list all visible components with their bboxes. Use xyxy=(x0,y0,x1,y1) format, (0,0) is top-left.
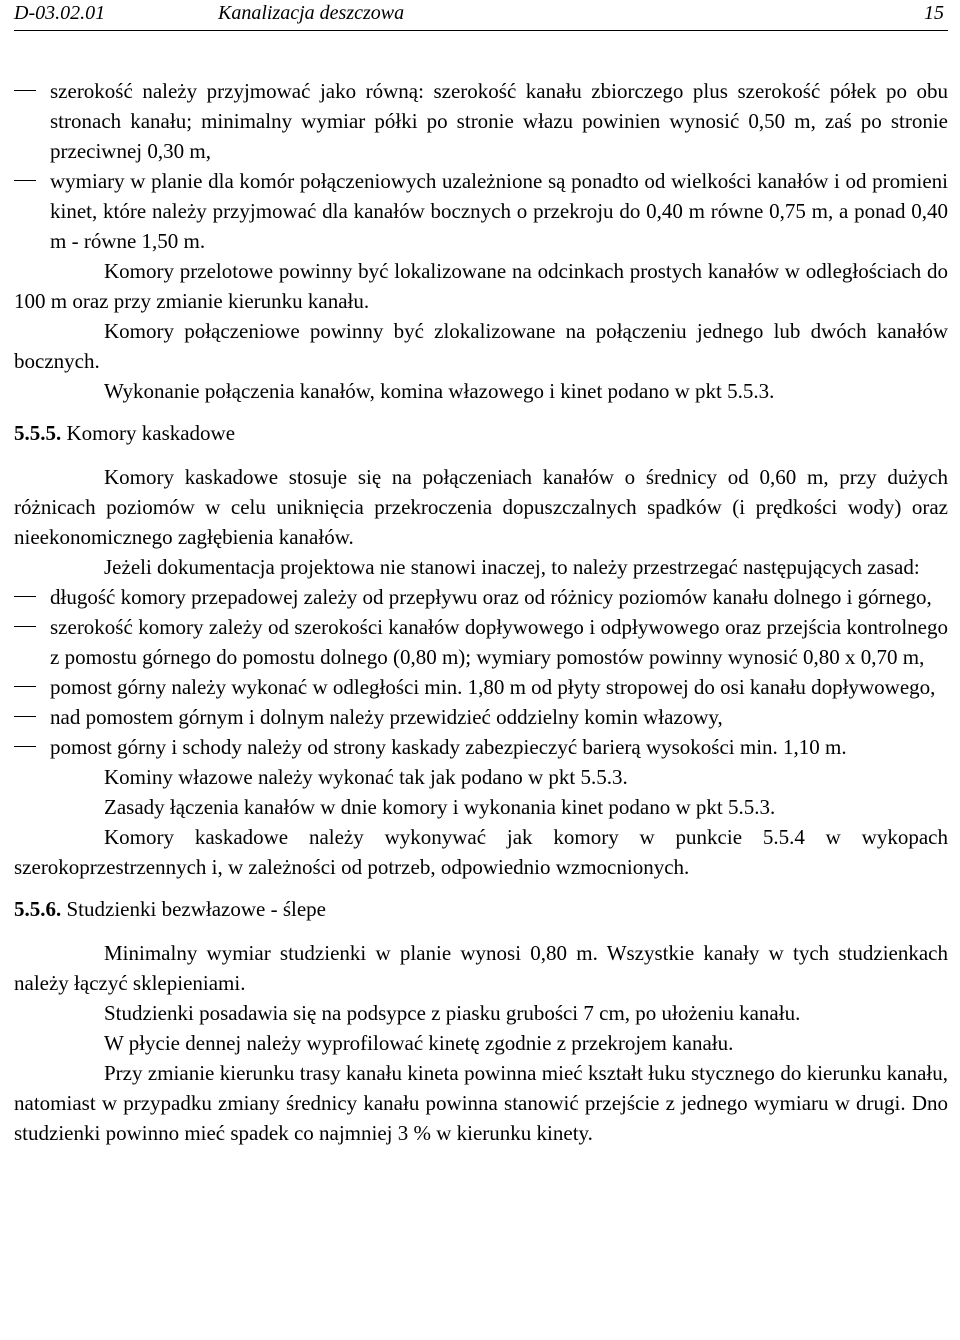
dash-bullet-icon xyxy=(14,746,36,747)
dash-bullet-icon xyxy=(14,180,36,181)
list-item-text: długość komory przepadowej zależy od przepływu oraz od różnicy poziomów kanału dolnego i górnego, xyxy=(50,585,932,609)
list-item xyxy=(14,702,948,732)
section-number: 5.5.5. xyxy=(14,421,62,445)
paragraph: Komory przelotowe powinny być lokalizowane na odcinkach prostych kanałów w odległościach do 100 m oraz przy zmianie kierunku kanału. xyxy=(14,259,948,313)
section-title: Studzienki bezwłazowe - ślepe xyxy=(66,897,326,921)
list-item-text: pomost górny należy wykonać w odległości min. 1,80 m od płyty stropowej do osi kanału dopływowego, xyxy=(50,675,936,699)
dash-bullet-icon xyxy=(14,626,36,627)
list-item-text: szerokość komory zależy od szerokości kanałów dopływowego i odpływowego oraz przejścia kontrolnego z pomostu górnego do pomostu dolnego (0,80 m); wymiary pomostów powinny wynosić 0,80 x 0,70 m, xyxy=(50,615,948,669)
list-item xyxy=(14,672,948,702)
dash-bullet-icon xyxy=(14,716,36,717)
paragraph: Zasady łączenia kanałów w dnie komory i wykonania kinet podano w pkt 5.5.3. xyxy=(104,795,776,819)
page-number: 15 xyxy=(924,2,944,24)
paragraph: Minimalny wymiar studzienki w planie wynosi 0,80 m. Wszystkie kanały w tych studzienkach należy łączyć sklepieniami. xyxy=(14,941,948,995)
list-item-text: szerokość należy przyjmować jako równą: szerokość kanału zbiorczego plus szerokość półek po obu stronach kanału; minimalny wymiar półki po stronie włazu powinien wynosić 0,50 m, zaś po stronie przeciwnej 0,30 m, xyxy=(50,79,948,163)
list-item xyxy=(14,166,948,256)
section-number: 5.5.6. xyxy=(14,897,62,921)
list-item-text: nad pomostem górnym i dolnym należy przewidzieć oddzielny komin włazowy, xyxy=(50,705,723,729)
dash-bullet-icon xyxy=(14,596,36,597)
list-item xyxy=(14,612,948,672)
page-header xyxy=(14,0,948,31)
list-item-text: wymiary w planie dla komór połączeniowych uzależnione są ponadto od wielkości kanałów i od promieni kinet, które należy przyjmować dla kanałów bocznych o przekroju do 0,40 m równe 0,75 m, a ponad 0,40 m - równe 1,50 m. xyxy=(50,169,948,253)
paragraph: Przy zmianie kierunku trasy kanału kineta powinna mieć kształt łuku stycznego do kierunku kanału, natomiast w przypadku zmiany średnicy kanału powinna stanowić przejście z jednego wymiaru w drugi. Dno studzienki powinno mieć spadek co najmniej 3 % w kierunku kinety. xyxy=(14,1061,948,1145)
paragraph: Wykonanie połączenia kanałów, komina włazowego i kinet podano w pkt 5.5.3. xyxy=(104,379,775,403)
list-item-text: pomost górny i schody należy od strony kaskady zabezpieczyć barierą wysokości min. 1,10 m. xyxy=(50,735,847,759)
paragraph: Jeżeli dokumentacja projektowa nie stanowi inaczej, to należy przestrzegać następujących zasad: xyxy=(104,555,920,579)
document-code: D-03.02.01 xyxy=(14,2,106,24)
dash-bullet-icon xyxy=(14,686,36,687)
paragraph: W płycie dennej należy wyprofilować kinetę zgodnie z przekrojem kanału. xyxy=(104,1031,734,1055)
list-item xyxy=(14,732,948,762)
section-title: Komory kaskadowe xyxy=(66,421,236,445)
paragraph: Komory połączeniowe powinny być zlokalizowane na połączeniu jednego lub dwóch kanałów bocznych. xyxy=(14,319,948,373)
paragraph: Kominy włazowe należy wykonać tak jak podano w pkt 5.5.3. xyxy=(104,765,628,789)
list-item xyxy=(14,76,948,166)
paragraph: Studzienki posadawia się na podsypce z piasku grubości 7 cm, po ułożeniu kanału. xyxy=(104,1001,801,1025)
section-heading xyxy=(14,418,948,448)
list-item xyxy=(14,582,948,612)
paragraph: Komory kaskadowe stosuje się na połączeniach kanałów o średnicy od 0,60 m, przy dużych różnicach poziomów w celu uniknięcia przekroczenia dopuszczalnych spadków (i prędkości wody) oraz nieekonomicznego zagłębienia kanałów. xyxy=(14,465,948,549)
section-heading xyxy=(14,894,948,924)
document-title: Kanalizacja deszczowa xyxy=(218,2,405,24)
paragraph: Komory kaskadowe należy wykonywać jak komory w punkcie 5.5.4 w wykopach szerokoprzestrzennych i, w zależności od potrzeb, odpowiednio wzmocnionych. xyxy=(14,825,948,879)
page-body xyxy=(14,76,948,1148)
dash-bullet-icon xyxy=(14,90,36,91)
